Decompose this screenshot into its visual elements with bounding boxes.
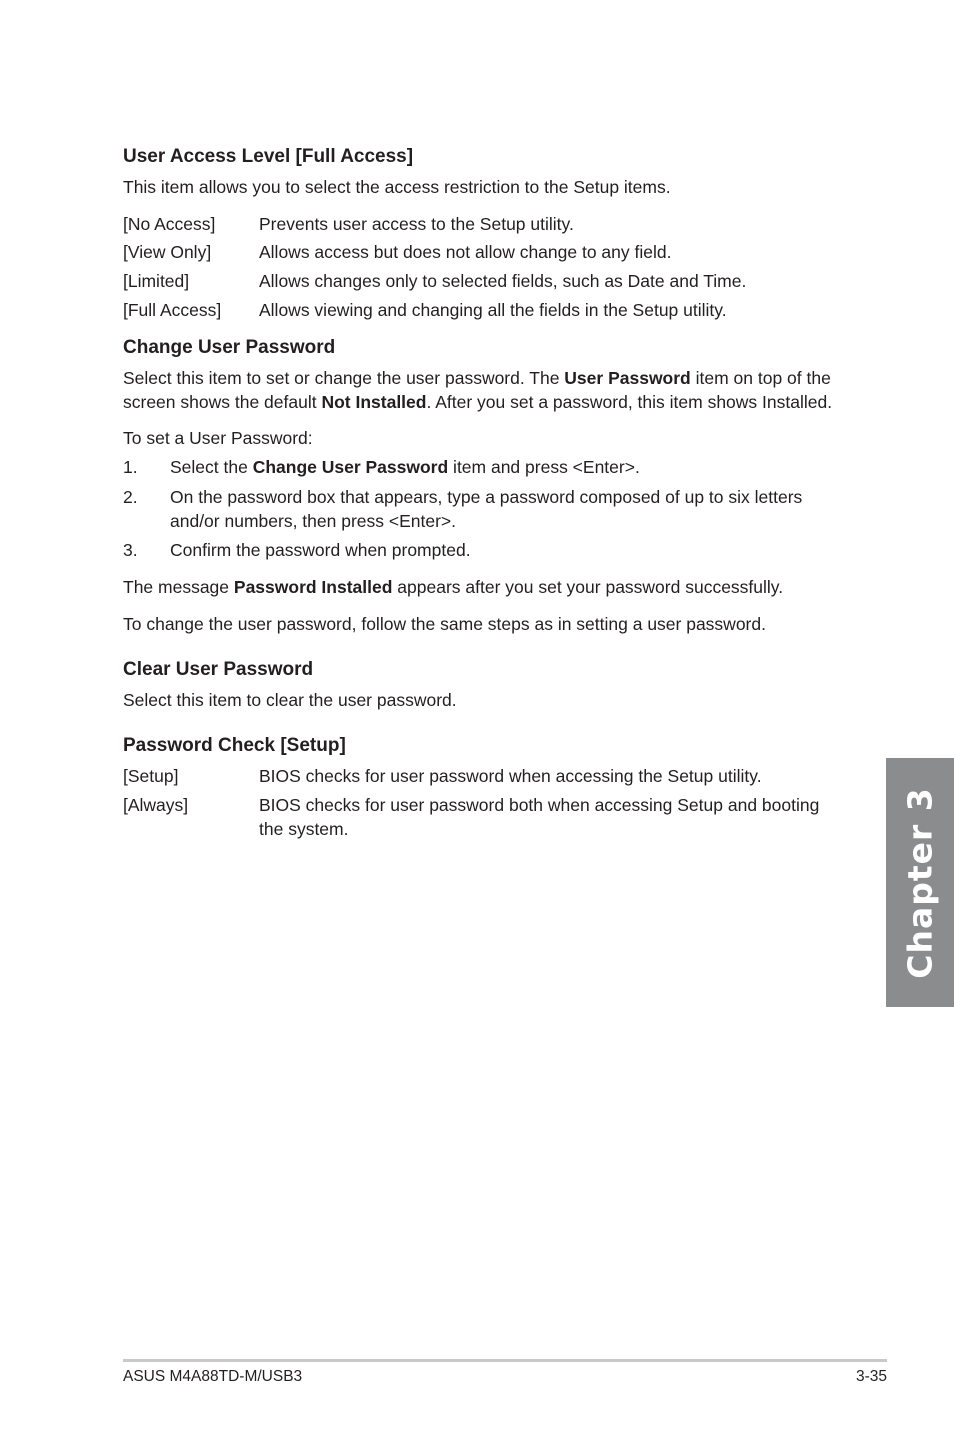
section-heading-password-check: Password Check [Setup] xyxy=(123,735,346,756)
option-desc: Allows changes only to selected fields, such as Date and Time. xyxy=(259,271,747,291)
option-desc: BIOS checks for user password both when accessing Setup and booting the system. xyxy=(259,795,820,839)
option-key: [No Access] xyxy=(123,214,216,234)
footer-divider xyxy=(123,1359,887,1362)
change-password-note: To change the user password, follow the same steps as in setting a user password. xyxy=(123,614,766,634)
footer-page-number: 3-35 xyxy=(855,1368,887,1385)
option-key: [View Only] xyxy=(123,242,212,262)
option-desc: Allows viewing and changing all the fields in the Setup utility. xyxy=(259,300,727,320)
option-desc: Allows access but does not allow change to any field. xyxy=(259,242,672,262)
step-text: On the password box that appears, type a password composed of up to six letters and/or numbers, then press <Enter>. xyxy=(170,487,803,531)
footer-product-name: ASUS M4A88TD-M/USB3 xyxy=(123,1368,303,1385)
to-set-label: To set a User Password: xyxy=(123,428,313,448)
clear-password-text: Select this item to clear the user password. xyxy=(123,690,457,710)
step-text: Select the Change User Password item and press <Enter>. xyxy=(170,457,640,477)
step-number: 3. xyxy=(123,540,138,560)
chapter-tab xyxy=(886,758,954,1007)
chapter-tab-label: Chapter 3 xyxy=(900,786,940,979)
option-key: [Always] xyxy=(123,795,189,815)
password-installed-message: The message Password Installed appears after you set your password successfully. xyxy=(123,577,784,597)
step-number: 1. xyxy=(123,457,138,477)
section-heading-change-password: Change User Password xyxy=(123,337,336,358)
option-desc: Prevents user access to the Setup utility. xyxy=(259,214,574,234)
user-access-intro: This item allows you to select the access restriction to the Setup items. xyxy=(123,177,671,197)
change-password-paragraph: Select this item to set or change the user password. The User Password item on top of the screen shows the default Not Installed. After you set a password, this item shows Installed. xyxy=(123,368,833,412)
option-key: [Limited] xyxy=(123,271,190,291)
step-number: 2. xyxy=(123,487,138,507)
option-key: [Setup] xyxy=(123,766,179,786)
option-key: [Full Access] xyxy=(123,300,222,320)
section-heading-clear-password: Clear User Password xyxy=(123,659,314,680)
option-desc: BIOS checks for user password when accessing the Setup utility. xyxy=(259,766,762,786)
step-text: Confirm the password when prompted. xyxy=(170,540,471,560)
section-heading-user-access: User Access Level [Full Access] xyxy=(123,146,414,167)
